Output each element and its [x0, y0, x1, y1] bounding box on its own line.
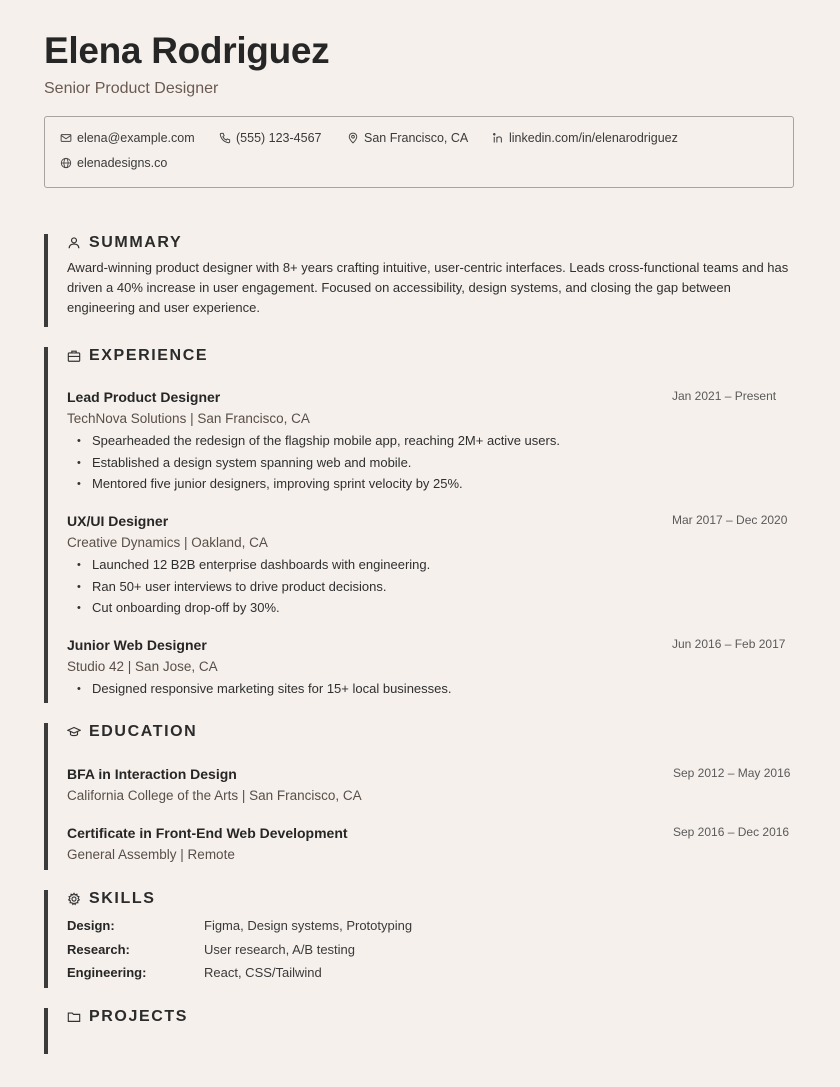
- email-text: elena@example.com: [77, 131, 195, 145]
- linkedin-icon: [492, 132, 504, 144]
- phone-text: (555) 123-4567: [236, 131, 322, 145]
- job-headline: Senior Product Designer: [44, 80, 219, 97]
- job-bullet: • Designed responsive marketing sites for 15+ local businesses.: [77, 681, 452, 703]
- job-title: Junior Web Designer: [67, 637, 207, 653]
- job-bullet: • Launched 12 B2B enterprise dashboards with engineering.: [77, 557, 430, 579]
- projects-section: [44, 1008, 796, 1054]
- job-company: Creative Dynamics | Oakland, CA: [67, 535, 268, 550]
- degree-title: Certificate in Front-End Web Development: [67, 825, 348, 841]
- person-name: Elena Rodriguez: [44, 30, 330, 71]
- job-dates: Mar 2017 – Dec 2020: [672, 513, 788, 527]
- education-school: General Assembly | Remote: [67, 847, 235, 862]
- gear-icon: [67, 892, 81, 906]
- summary-header: [67, 234, 182, 252]
- contact-linkedin[interactable]: [492, 131, 678, 145]
- folder-icon: [67, 1010, 81, 1024]
- mail-icon: [60, 132, 72, 144]
- user-icon: [67, 236, 81, 250]
- job-bullet: • Spearheaded the redesign of the flagship mobile app, reaching 2M+ active users.: [77, 433, 560, 455]
- skill-value: React, CSS/Tailwind: [204, 965, 322, 980]
- experience-section: [44, 347, 796, 703]
- contact-location: [347, 131, 468, 145]
- job-company: TechNova Solutions | San Francisco, CA: [67, 411, 310, 426]
- job-bullet: • Mentored five junior designers, improving sprint velocity by 25%.: [77, 476, 560, 498]
- skills-header: [67, 890, 156, 908]
- job-bullet: • Established a design system spanning web and mobile.: [77, 455, 560, 477]
- education-title: EDUCATION: [89, 723, 198, 740]
- projects-header: [67, 1008, 188, 1026]
- summary-section: [44, 234, 796, 327]
- job-bullets: [77, 557, 430, 622]
- skill-label: Research:: [67, 942, 130, 957]
- job-entry: [67, 513, 797, 616]
- location-text: San Francisco, CA: [364, 131, 469, 145]
- phone-icon: [219, 132, 231, 144]
- job-entry: [67, 389, 797, 492]
- education-entry: [67, 825, 797, 869]
- job-bullets: [77, 681, 452, 703]
- linkedin-text: linkedin.com/in/elenarodriguez: [509, 131, 678, 145]
- job-dates: Jun 2016 – Feb 2017: [672, 637, 786, 651]
- job-company: Studio 42 | San Jose, CA: [67, 659, 218, 674]
- education-section: [44, 723, 796, 870]
- education-school: California College of the Arts | San Francisco, CA: [67, 788, 362, 803]
- experience-title: EXPERIENCE: [89, 347, 209, 364]
- skill-label: Engineering:: [67, 965, 147, 980]
- summary-text: Award-winning product designer with 8+ years crafting intuitive, user-centric interfaces. Leads cross-functional teams and has driven a 40% increase in user engagement. Focused on accessibility, design systems, and closing the gap between engineering and user experience.: [67, 260, 789, 315]
- job-bullet: • Ran 50+ user interviews to drive product decisions.: [77, 579, 430, 601]
- job-title: UX/UI Designer: [67, 513, 169, 529]
- summary-title: SUMMARY: [89, 234, 183, 251]
- graduation-cap-icon: [67, 725, 81, 739]
- skills-section: [44, 890, 796, 988]
- skill-label: Design:: [67, 918, 115, 933]
- job-bullets: [77, 433, 560, 498]
- contact-website[interactable]: [60, 156, 167, 170]
- contact-email[interactable]: [60, 131, 195, 145]
- skill-value: User research, A/B testing: [204, 942, 356, 957]
- contact-box: [44, 116, 794, 188]
- skill-row: [67, 942, 767, 962]
- contact-phone[interactable]: [219, 131, 321, 145]
- skill-row: [67, 965, 767, 985]
- map-pin-icon: [347, 132, 359, 144]
- job-entry: [67, 637, 797, 697]
- education-entry: [67, 766, 797, 810]
- projects-title: PROJECTS: [89, 1008, 189, 1025]
- degree-title: BFA in Interaction Design: [67, 766, 237, 782]
- website-text: elenadesigns.co: [77, 156, 168, 170]
- briefcase-icon: [67, 349, 81, 363]
- skill-value: Figma, Design systems, Prototyping: [204, 918, 413, 933]
- skills-title: SKILLS: [89, 890, 156, 907]
- globe-icon: [60, 157, 72, 169]
- education-header: [67, 723, 197, 741]
- job-title: Lead Product Designer: [67, 389, 221, 405]
- job-dates: Jan 2021 – Present: [672, 389, 777, 403]
- education-dates: Sep 2012 – May 2016: [673, 766, 791, 780]
- skill-row: [67, 918, 767, 938]
- job-bullet: • Cut onboarding drop-off by 30%.: [77, 600, 430, 622]
- education-dates: Sep 2016 – Dec 2016: [673, 825, 790, 839]
- experience-header: [67, 347, 208, 365]
